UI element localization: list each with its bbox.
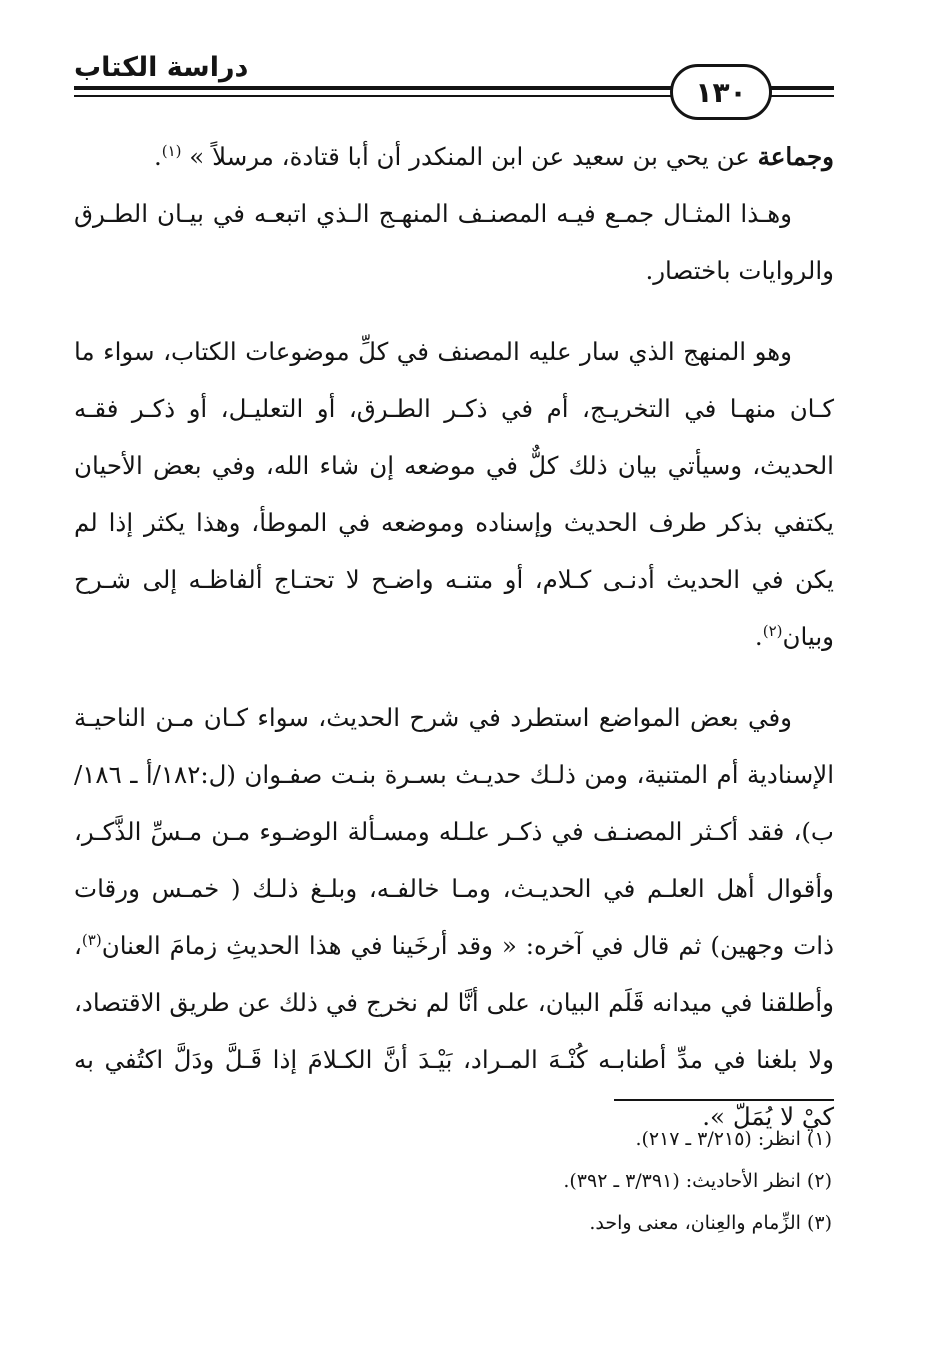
page-number: ١٣٠ xyxy=(670,64,772,120)
page-header xyxy=(0,0,950,120)
paragraph-3-tail: . xyxy=(754,622,763,651)
paragraph-3-text: وهو المنهج الذي سار عليه المصنف في كلِّ موضوعات الكتاب، سواء ما كـان منهـا في التخريـج، أم في ذكـر الطـرق، أو التعليـل، أو ذكـر فقـه الحديث، وسيأتي بيان ذلك كلٌّ في موضعه إن شاء الله، وفي بعض الأحيان يكتفي بذكر طرف الحديث وإسناده وموضعه في الموطأ، وهذا يكثر إذا لم يكن في الحديث أدنـى كـلام، أو متنـه واضـح لا تحتـاج ألفاظـه إلى شـرح وبيان xyxy=(74,337,834,651)
footnote-2: (٢) انظر الأحاديث: (٣/٣٩١ ـ ٣٩٢). xyxy=(563,1170,832,1192)
footnote-ref-3: (٣) xyxy=(81,930,102,949)
footnote-1: (١) انظر: (٣/٢١٥ ـ ٢١٧). xyxy=(635,1128,832,1150)
footnote-separator xyxy=(614,1099,834,1101)
paragraph-1 xyxy=(74,128,834,185)
footnotes xyxy=(74,1120,832,1246)
paragraph-3 xyxy=(74,323,834,665)
footnote-ref-1: (١) xyxy=(161,141,182,160)
paragraph-2: وهـذا المثـال جمـع فيـه المصنـف المنهـج الـذي اتبعـه في بيـان الطـرق والروايات باختصار. xyxy=(74,199,834,285)
main-text xyxy=(74,128,834,1145)
paragraph-1-tail: . xyxy=(153,142,162,171)
footnote-ref-2: (٢) xyxy=(762,621,783,640)
paragraph-4 xyxy=(74,689,834,1145)
paragraph-4-text-a: وفي بعض المواضع استطرد في شرح الحديث، سواء كـان مـن الناحيـة الإسنادية أم المتنية، ومن ذلـك حديـث بسـرة بنـت صفـوان (ل:١٨٢/أ ـ ١٨٦/ب)، فقد أكـثر المصنـف في ذكـر علـله ومسـألة الوضـوء مـن مـسِّ الذَّكـر، وأقوال أهل العلـم في الحديـث، ومـا خالفـه، وبلـغ ذلـك ( خمـس ورقات ذات وجهين) ثم قال في آخره: « وقد أرخَينا في هذا الحديثِ زمامَ العنان xyxy=(74,703,834,960)
running-title: دراسة الكتاب xyxy=(74,52,249,83)
paragraph-4-text-b: ، وأطلقنا في ميدانه قَلَم البيان، على أنَّا لم نخرج في ذلك عن طريق الاقتصاد، ولا بلغنا في مدِّ أطنابـه كُنْـهَ المـراد، بَيْـدَ أنَّ الكـلامَ إذا قَـلَّ ودَلَّ اكتُفي به كيْ لا يُمَلّ ». xyxy=(74,931,834,1131)
footnote-3: (٣) الزِّمام والعِنان، معنى واحد. xyxy=(589,1212,832,1234)
paragraph-1-text: عن يحي بن سعيد عن ابن المنكدر أن أبا قتادة، مرسلاً » xyxy=(181,142,758,171)
bold-lead-word: وجماعة xyxy=(757,142,834,171)
